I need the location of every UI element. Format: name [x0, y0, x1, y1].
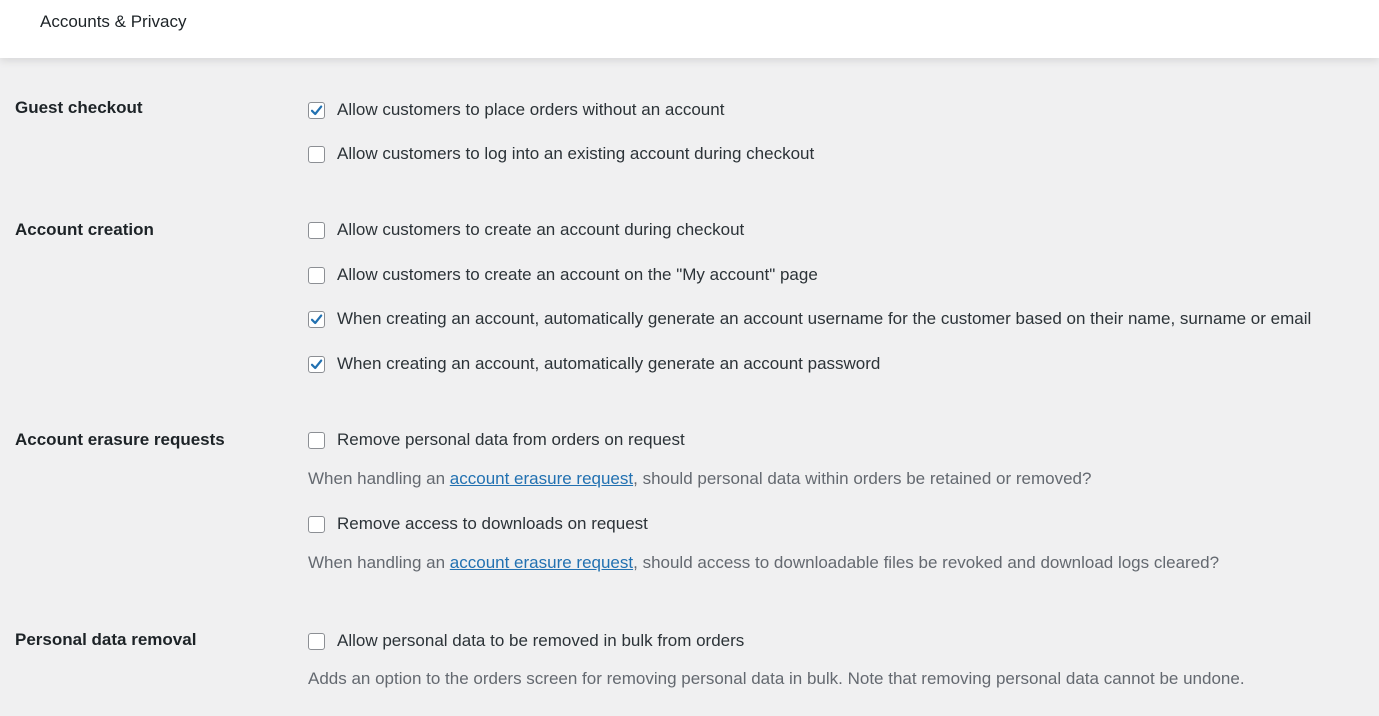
create-account-my-account-label[interactable]: Allow customers to create an account on the "My account" page — [337, 265, 818, 284]
account-creation-option-username[interactable] — [308, 309, 1311, 329]
bulk-removal-description: Adds an option to the orders screen for removing personal data in bulk. Note that removing personal data cannot be undone. — [308, 669, 1245, 688]
generate-password-checkbox[interactable] — [308, 356, 325, 373]
account-erasure-request-link[interactable]: account erasure request — [449, 469, 634, 488]
description-suffix: , should access to downloadable files be revoked and download logs cleared? — [633, 553, 1220, 572]
guest-checkout-label: Guest checkout — [15, 98, 143, 117]
guest-checkout-option-login[interactable] — [308, 144, 814, 164]
place-orders-label[interactable]: Allow customers to place orders without an account — [337, 100, 725, 119]
remove-downloads-checkbox[interactable] — [308, 516, 325, 533]
place-orders-checkbox[interactable] — [308, 102, 325, 119]
remove-order-data-checkbox[interactable] — [308, 432, 325, 449]
remove-downloads-description — [308, 553, 1219, 573]
account-creation-option-checkout[interactable] — [308, 220, 744, 240]
checkmark-icon — [310, 358, 323, 371]
generate-username-label[interactable]: When creating an account, automatically generate an account username for the customer based on their name, surname or email — [337, 309, 1312, 328]
create-account-checkout-checkbox[interactable] — [308, 222, 325, 239]
account-creation-label: Account creation — [15, 220, 154, 239]
erasure-option-downloads[interactable] — [308, 514, 648, 534]
account-erasure-label: Account erasure requests — [15, 430, 225, 449]
remove-downloads-label[interactable]: Remove access to downloads on request — [337, 514, 648, 533]
erasure-option-orders[interactable] — [308, 430, 685, 450]
login-during-checkout-label[interactable]: Allow customers to log into an existing account during checkout — [337, 144, 815, 163]
personal-data-removal-option-bulk[interactable] — [308, 631, 744, 651]
remove-order-data-label[interactable]: Remove personal data from orders on request — [337, 430, 685, 449]
account-creation-option-password[interactable] — [308, 354, 880, 374]
personal-data-removal-label: Personal data removal — [15, 630, 197, 649]
checkmark-icon — [310, 104, 323, 117]
login-during-checkout-checkbox[interactable] — [308, 146, 325, 163]
description-suffix: , should personal data within orders be retained or removed? — [633, 469, 1092, 488]
generate-username-checkbox[interactable] — [308, 311, 325, 328]
bulk-removal-checkbox[interactable] — [308, 633, 325, 650]
description-prefix: When handling an — [308, 469, 450, 488]
create-account-checkout-label[interactable]: Allow customers to create an account during checkout — [337, 220, 745, 239]
settings-form — [0, 58, 1379, 716]
remove-order-data-description — [308, 469, 1091, 489]
page-header — [0, 0, 1379, 58]
description-prefix: When handling an — [308, 553, 450, 572]
checkmark-icon — [310, 313, 323, 326]
generate-password-label[interactable]: When creating an account, automatically generate an account password — [337, 354, 881, 373]
guest-checkout-option-place-orders[interactable] — [308, 100, 724, 120]
account-erasure-request-link[interactable]: account erasure request — [449, 553, 634, 572]
page-title: Accounts & Privacy — [40, 12, 187, 31]
create-account-my-account-checkbox[interactable] — [308, 267, 325, 284]
bulk-removal-label[interactable]: Allow personal data to be removed in bulk from orders — [337, 631, 745, 650]
account-creation-option-my-account[interactable] — [308, 265, 818, 285]
